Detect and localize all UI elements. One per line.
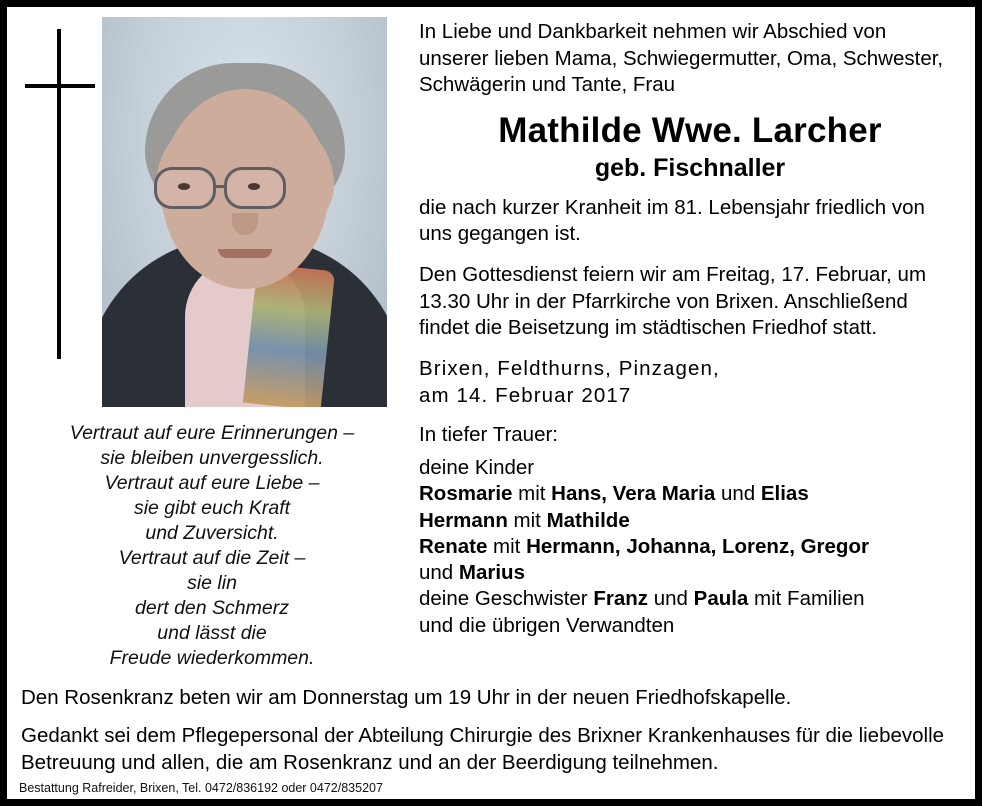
family-name: Marius — [458, 561, 525, 585]
family-line — [419, 508, 961, 534]
poem-line: und lässt die — [157, 621, 267, 644]
cross-vertical-bar — [57, 29, 61, 359]
notice-bottom-area — [17, 671, 965, 777]
family-line — [419, 534, 961, 560]
portrait-photo — [102, 17, 387, 407]
poem-line: sie bleiben unvergesslich. — [100, 446, 324, 469]
death-paragraph: die nach kurzer Kranheit im 81. Lebensjahr friedlich von uns gegangen ist. — [419, 195, 925, 246]
family-line — [419, 481, 961, 507]
poem-line: Freude wiederkommen. — [109, 646, 315, 669]
family-lines — [419, 481, 961, 638]
right-column — [407, 13, 965, 639]
family-text: mit — [512, 482, 552, 506]
places-and-date — [419, 356, 961, 409]
family-line — [419, 613, 961, 639]
deceased-name: Mathilde Wwe. Larcher — [498, 110, 882, 150]
photo-eye-right — [248, 183, 260, 190]
family-name: Hermann, Johanna, Lorenz, Gregor — [526, 534, 869, 558]
family-text: und — [419, 561, 459, 585]
service-paragraph: Den Gottesdienst feiern wir am Freitag, 17. Februar, um 13.30 Uhr in der Pfarrkirche von Brixen. Anschließend findet die Beisetzung im städtischen Friedhof statt. — [419, 262, 927, 340]
poem-line: Vertraut auf eure Erinnerungen – — [69, 422, 355, 444]
family-name: Mathilde — [546, 508, 630, 532]
memorial-poem — [31, 421, 393, 671]
poem-line: dert den Schmerz — [135, 596, 289, 619]
cross-icon — [25, 29, 95, 359]
family-text: mit — [507, 508, 547, 532]
cross-horizontal-bar — [25, 84, 95, 88]
deceased-maiden-name: geb. Fischnaller — [594, 153, 786, 182]
family-name: Elias — [760, 482, 809, 506]
family-line — [419, 586, 961, 612]
family-text: und — [648, 587, 694, 611]
mourning-header: In tiefer Trauer: — [419, 423, 559, 447]
family-line — [419, 560, 961, 586]
family-text: mit Familien — [748, 587, 865, 611]
places-line: Brixen, Feldthurns, Pinzagen, — [419, 356, 720, 380]
family-text: und die übrigen Verwandten — [419, 613, 675, 637]
notice-top-area — [17, 13, 965, 671]
photo-eye-left — [178, 183, 190, 190]
undertaker-footer: Bestattung Rafreider, Brixen, Tel. 0472/836192 oder 0472/835207 — [19, 781, 383, 795]
lead-paragraph: In Liebe und Dankbarkeit nehmen wir Abschied von unserer lieben Mama, Schwiegermutter, Oma, Schwester, Schwägerin und Tante, Frau — [419, 20, 944, 97]
poem-line: sie lin — [187, 571, 237, 594]
family-text: mit — [487, 534, 527, 558]
family-name: Renate — [419, 534, 488, 558]
family-name: Hermann — [419, 508, 508, 532]
children-label: deine Kinder — [419, 456, 535, 480]
rosary-paragraph: Den Rosenkranz beten wir am Donnerstag um 19 Uhr in der neuen Friedhofskapelle. — [21, 685, 792, 709]
poem-line: sie gibt euch Kraft — [133, 496, 291, 519]
poem-line: Vertraut auf die Zeit – — [118, 546, 306, 569]
left-column — [17, 13, 407, 671]
photo-glasses-bridge — [216, 185, 226, 188]
family-name: Hans, Vera Maria — [551, 482, 716, 506]
family-name: Rosmarie — [419, 482, 513, 506]
mourners-list — [419, 455, 961, 639]
family-name: Paula — [693, 587, 749, 611]
family-text: und — [715, 482, 761, 506]
family-name: Franz — [593, 587, 649, 611]
thanks-paragraph: Gedankt sei dem Pflegepersonal der Abteilung Chirurgie des Brixner Krankenhauses für die liebevolle Betreuung und allen, die am Rosenkranz und an der Beerdigung teilnehmen. — [21, 724, 945, 774]
date-line: am 14. Februar 2017 — [419, 383, 632, 407]
photo-mouth — [218, 249, 272, 258]
poem-line: und Zuversicht. — [145, 521, 279, 544]
family-text: deine Geschwister — [419, 587, 594, 611]
poem-line: Vertraut auf eure Liebe – — [104, 471, 320, 494]
